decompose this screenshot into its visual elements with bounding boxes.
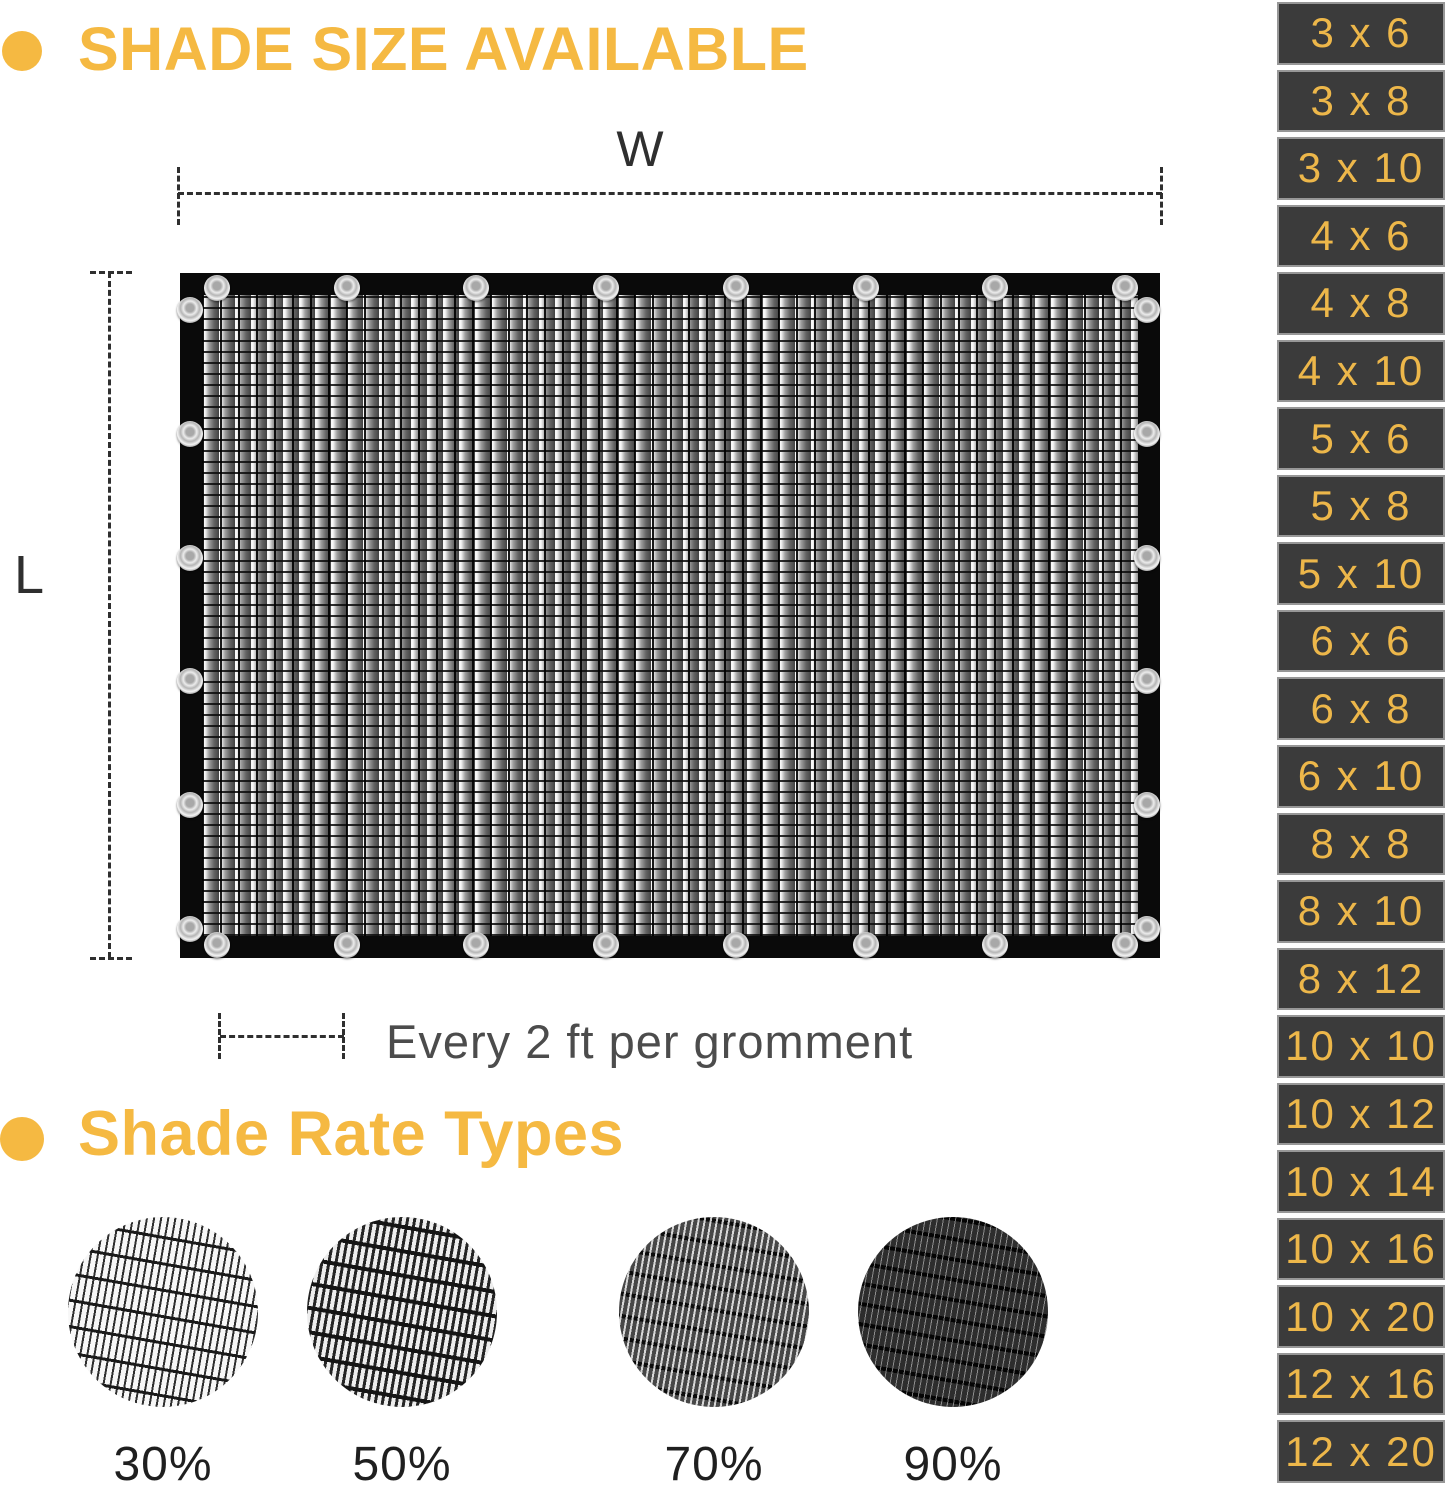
shade-rate-item	[858, 1217, 1048, 1485]
grommet-icon	[1134, 545, 1160, 571]
width-line-left-tick	[177, 167, 180, 225]
size-option: 4 x 6	[1277, 205, 1445, 268]
grommet-icon	[177, 421, 203, 447]
grommet-row-bottom	[204, 932, 1138, 958]
size-option: 5 x 8	[1277, 475, 1445, 538]
shade-rate-percent: 30%	[113, 1438, 213, 1485]
size-option: 10 x 20	[1277, 1285, 1445, 1348]
grommet-icon	[723, 275, 749, 301]
grommet-icon	[204, 932, 230, 958]
size-option: 8 x 8	[1277, 813, 1445, 876]
size-option: 10 x 12	[1277, 1083, 1445, 1146]
mesh-swatch-90-icon	[858, 1217, 1048, 1407]
grommet-icon	[982, 275, 1008, 301]
size-option-list	[1277, 2, 1445, 1483]
grommet-spacing-note: Every 2 ft per gromment	[386, 1015, 914, 1068]
bullet-icon	[0, 1117, 44, 1161]
size-option: 5 x 10	[1277, 542, 1445, 605]
size-option: 12 x 16	[1277, 1353, 1445, 1416]
grommet-icon	[853, 932, 879, 958]
grommet-icon	[177, 916, 203, 942]
grommet-icon	[723, 932, 749, 958]
grommet-row-top	[204, 275, 1138, 301]
grommet-icon	[334, 932, 360, 958]
length-dimension-line	[108, 272, 111, 958]
size-option: 10 x 10	[1277, 1015, 1445, 1078]
size-option: 3 x 8	[1277, 70, 1445, 133]
length-line-bottom-tick	[90, 957, 132, 960]
mesh-swatch-70-icon	[619, 1217, 809, 1407]
grommet-icon	[463, 932, 489, 958]
grommet-icon	[1134, 792, 1160, 818]
size-option: 6 x 10	[1277, 745, 1445, 808]
size-section-title: SHADE SIZE AVAILABLE	[78, 15, 809, 83]
grommet-icon	[1134, 297, 1160, 323]
size-option: 4 x 10	[1277, 340, 1445, 403]
grommet-column-right	[1134, 297, 1160, 942]
grommet-icon	[593, 275, 619, 301]
grommet-icon	[177, 668, 203, 694]
shade-rate-item	[68, 1217, 258, 1485]
grommet-icon	[334, 275, 360, 301]
mesh-swatch-30-icon	[68, 1217, 258, 1407]
grommet-icon	[1134, 916, 1160, 942]
grommet-icon	[1134, 668, 1160, 694]
grommet-icon	[1134, 421, 1160, 447]
shade-rate-percent: 70%	[664, 1438, 764, 1485]
shade-rate-item	[307, 1217, 497, 1485]
length-line-top-tick	[90, 271, 132, 274]
size-option: 3 x 6	[1277, 2, 1445, 65]
grommet-column-left	[177, 297, 203, 942]
mesh-fabric	[202, 295, 1138, 936]
width-dimension-label: W	[616, 121, 664, 177]
size-option: 6 x 8	[1277, 677, 1445, 740]
grommet-icon	[204, 275, 230, 301]
size-option: 8 x 12	[1277, 948, 1445, 1011]
grommet-icon	[593, 932, 619, 958]
shade-net-diagram	[180, 273, 1160, 958]
grommet-icon	[177, 545, 203, 571]
grommet-icon	[463, 275, 489, 301]
size-option: 10 x 16	[1277, 1218, 1445, 1281]
size-option: 4 x 8	[1277, 272, 1445, 335]
size-option: 12 x 20	[1277, 1420, 1445, 1483]
shade-rate-item	[619, 1217, 809, 1485]
spacing-bracket-line	[220, 1035, 344, 1038]
mesh-swatch-50-icon	[307, 1217, 497, 1407]
grommet-icon	[177, 792, 203, 818]
width-dimension-line	[178, 192, 1162, 195]
bullet-icon	[2, 31, 42, 71]
size-option: 5 x 6	[1277, 407, 1445, 470]
shade-rate-percent: 90%	[903, 1438, 1003, 1485]
size-option: 10 x 14	[1277, 1150, 1445, 1213]
rate-section-title: Shade Rate Types	[78, 1099, 625, 1169]
size-option: 6 x 6	[1277, 610, 1445, 673]
shade-rate-percent: 50%	[352, 1438, 452, 1485]
grommet-icon	[853, 275, 879, 301]
grommet-icon	[982, 932, 1008, 958]
grommet-icon	[177, 297, 203, 323]
length-dimension-label: L	[14, 545, 45, 605]
size-option: 3 x 10	[1277, 137, 1445, 200]
size-option: 8 x 10	[1277, 880, 1445, 943]
width-line-right-tick	[1160, 167, 1163, 225]
